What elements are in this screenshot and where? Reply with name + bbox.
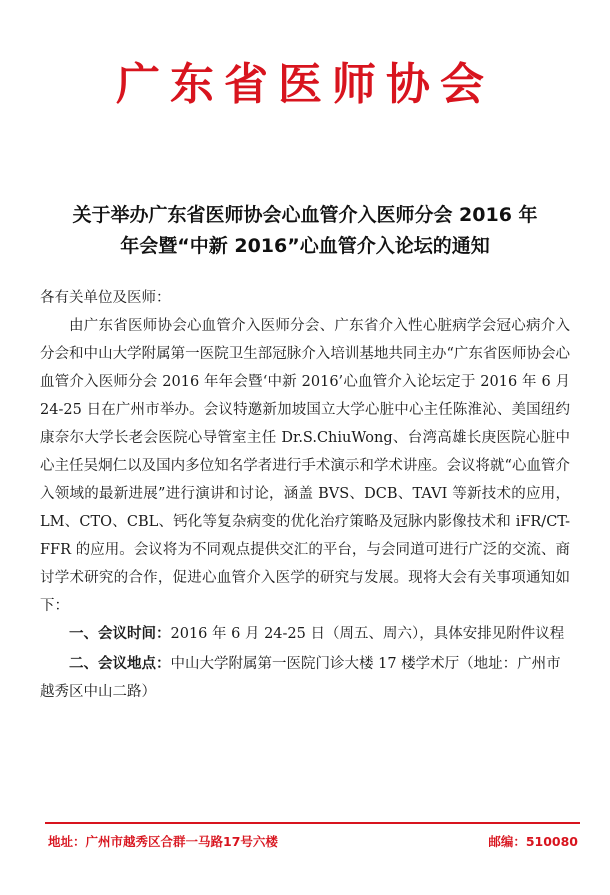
meeting-time-text: 2016 年 6 月 24-25 日（周五、周六），具体安排见附件议程 — [170, 626, 565, 642]
salutation: 各有关单位及医师： — [40, 290, 171, 306]
org-letterhead: 广东省医师协会 — [116, 59, 494, 110]
footer-divider — [45, 822, 580, 824]
footer-address: 地址：广州市越秀区合群一马路17号六楼 — [48, 834, 278, 849]
footer-postcode: 邮编：510080 — [488, 834, 578, 849]
footer — [48, 832, 578, 850]
meeting-venue-item — [40, 650, 570, 706]
notice-title — [30, 200, 580, 262]
notice-body — [40, 284, 570, 706]
meeting-venue-text: 中山大学附属第一医院门诊大楼 17 楼学术厅（地址：广州市越秀区中山二路） — [40, 656, 561, 700]
meeting-time-label: 一、会议时间： — [69, 626, 171, 642]
notice-title-line-1: 关于举办广东省医师协会心血管介入医师分会 2016 年 — [72, 204, 538, 226]
meeting-time-item — [40, 620, 570, 648]
main-paragraph: 由广东省医师协会心血管介入医师分会、广东省介入性心脏病学会冠心病介入分会和中山大学附属第一医院卫生部冠脉介入培训基地共同主办“广东省医师协会心血管介入医师分会 2016 年年会暨‘中新 2016’心血管介入论坛定于 2016 年 6 月 24-25 日在广州市举办。会议特邀新加坡国立大学心脏中心主任陈淮沁、美国纽约康奈尔大学长老会医院心导管室主任 Dr.S.ChiuWong、台湾高雄长庚医院心脏中心主任吴炯仁以及国内多位知名学者进行手术演示和学术讲座。会议将就“心血管介入领域的最新进展”进行演讲和讨论，涵盖 BVS、DCB、TAVI 等新技术的应用，LM、CTO、CBL、钙化等复杂病变的优化治疗策略及冠脉内影像技术和 iFR/CT-FFR 的应用。会议将为不同观点提供交汇的平台，与会同道可进行广泛的交流、商讨学术研究的合作，促进心血管介入医学的研究与发展。现将大会有关事项通知如下： — [40, 318, 570, 614]
notice-title-line-2: 年会暨“中新 2016”心血管介入论坛的通知 — [120, 235, 490, 257]
meeting-venue-label: 二、会议地点： — [69, 656, 171, 672]
